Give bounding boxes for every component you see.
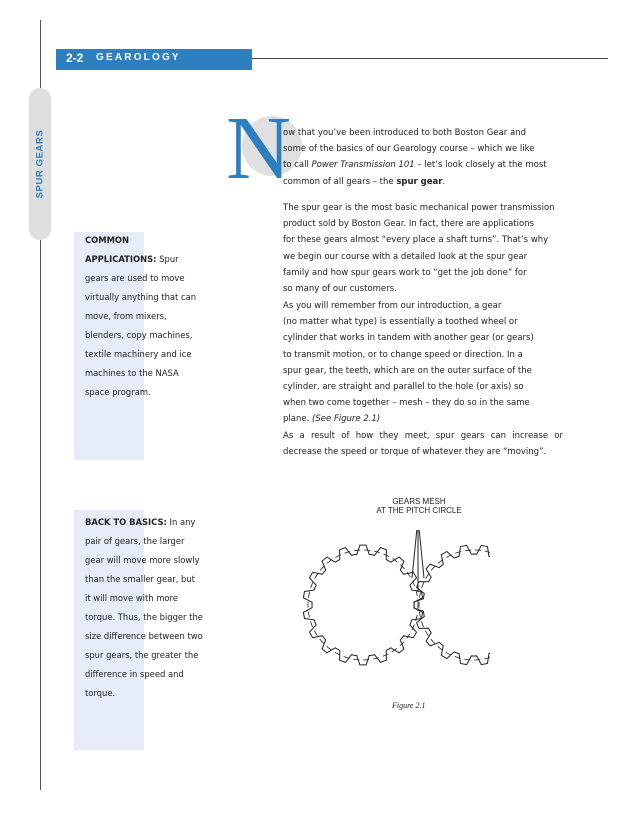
text-run: . — [442, 176, 446, 187]
article-paragraph-4 — [283, 428, 563, 460]
text-line: spur gear, the teeth, which are on the outer surface of the — [283, 365, 532, 376]
sidebar-common-applications — [85, 231, 203, 402]
pitch-circle-pointer — [412, 530, 424, 592]
pitch-circle — [419, 550, 490, 660]
text-run: to call — [283, 160, 312, 171]
drop-cap: N — [226, 99, 291, 198]
text-line — [283, 174, 563, 190]
text-line — [283, 157, 563, 173]
sidebar-heading: COMMON APPLICATIONS: — [85, 235, 157, 264]
text-line: As you will remember from our introduction, a gear — [283, 301, 502, 311]
chapter-side-tab-label: SPUR GEARS — [34, 129, 46, 199]
text-line — [283, 411, 563, 427]
figure-caption: Figure 2.1 — [392, 701, 426, 710]
article-paragraph-2 — [283, 200, 563, 297]
article-paragraph-1 — [283, 125, 563, 190]
text-line: for these gears almost “every place a shaft turns”. That’s why — [283, 235, 549, 246]
sidebar-body: Spur gears are used to move virtually anything that can move, from mixers, blenders, copy machines, textile machinery and ice machines to the NASA space program. — [85, 254, 197, 397]
text-line: so many of our customers. — [283, 284, 397, 295]
text-line: product sold by Boston Gear. In fact, there are applications — [283, 219, 534, 230]
text-run: plane. — [283, 414, 312, 425]
figure-reference: (See Figure 2.1) — [312, 414, 381, 425]
left-spur-gear — [303, 545, 422, 665]
text-line: when two come together – mesh – they do so in the same — [283, 398, 530, 409]
text-run: common of all gears – the — [283, 176, 397, 187]
sidebar-back-to-basics — [85, 513, 203, 703]
header-rule — [252, 58, 608, 59]
text-line: we begin our course with a detailed look at the spur gear — [283, 251, 528, 262]
section-number: 2-2 — [66, 51, 84, 65]
text-line: As a result of how they meet, spur gears can increase or decrease the speed or torque of whatever they are “moving”. — [283, 431, 563, 458]
text-line: cylinder that works in tandem with another gear (or gears) — [283, 333, 534, 344]
figure-label-line-1: GEARS MESH — [392, 497, 446, 506]
text-line: (no matter what type) is essentially a toothed wheel or — [283, 317, 518, 328]
text-run: – let’s look closely at the most — [414, 160, 547, 171]
spur-gear-mesh-diagram — [290, 530, 490, 680]
right-spur-gear — [414, 545, 490, 664]
text-line: some of the basics of our Gearology course – which we like — [283, 144, 535, 155]
section-title: GEAROLOGY — [96, 52, 181, 63]
figure-label-line-2: AT THE PITCH CIRCLE — [376, 506, 462, 515]
text-line: to transmit motion, or to change speed or direction. In a — [283, 349, 523, 360]
text-line: ow that you’ve been introduced to both Boston Gear and — [283, 128, 526, 138]
section-header — [56, 49, 252, 70]
gear-teeth-outline — [303, 545, 422, 665]
article-paragraph-3 — [283, 298, 563, 428]
sidebar-heading: BACK TO BASICS: — [85, 517, 167, 527]
text-line: The spur gear is the most basic mechanical power transmission — [283, 203, 555, 213]
key-term: spur gear — [396, 176, 443, 187]
text-line: cylinder, are straight and parallel to the hole (or axis) so — [283, 382, 524, 393]
gear-teeth-outline — [414, 545, 490, 664]
course-title: Power Transmission 101 — [311, 160, 415, 171]
text-line: family and how spur gears work to “get the job done” for — [283, 267, 527, 278]
sidebar-body: In any pair of gears, the larger gear will move more slowly than the smaller gear, but it will move with more torque. Thus, the bigger the size difference between two spur gears, the greater the difference in speed and torque. — [85, 517, 203, 698]
